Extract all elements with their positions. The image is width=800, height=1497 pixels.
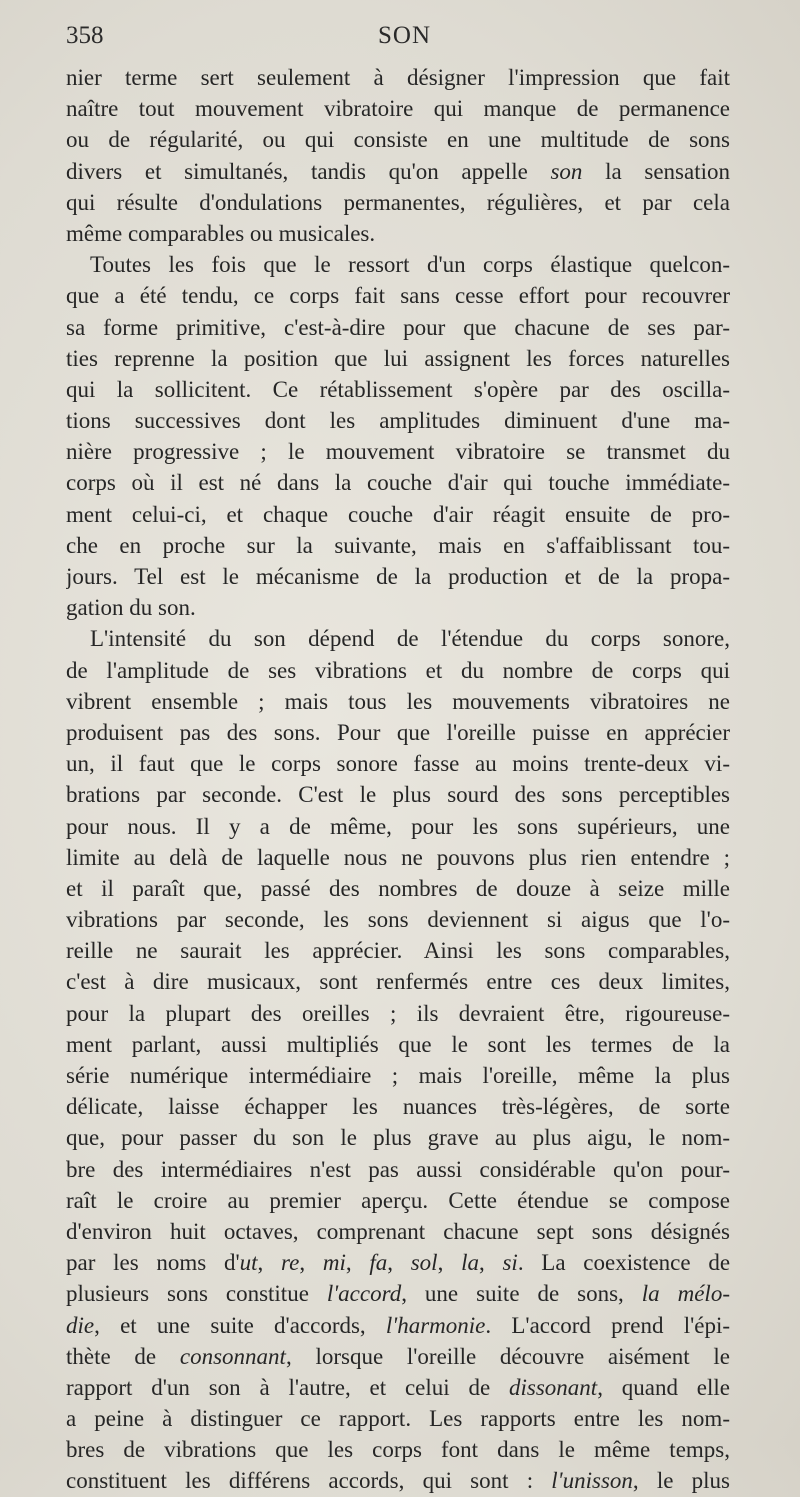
text-run: rapport d'un son à l'autre, et celui de [66,1374,510,1400]
text-line: Toutes les fois que le ressort d'un corps élastique quelcon- [90,252,730,278]
text-line [66,1247,730,1278]
text-line: d'environ huit octaves, comprenant chacune sept sons désignés [66,1218,730,1244]
text-line: c'est à dire musicaux, sont renfermés entre ces deux limites, [66,969,730,995]
text-run: , [478,1250,503,1276]
text-run: , le plus [632,1468,730,1494]
italic-term: la [461,1250,479,1276]
text-line: un, il faut que le corps sonore fasse au moins trente-deux vi- [66,751,730,777]
text-line: a peine à distinguer ce rapport. Les rapports entre les nom- [66,1406,730,1432]
text-line: vibrent ensemble ; mais tous les mouvements vibratoires ne [66,688,730,714]
text-line: nier terme sert seulement à désigner l'impression que fait [66,65,730,90]
text-run: plusieurs sons constitue [66,1281,327,1307]
text-line: jours. Tel est le mécanisme de la production et de la propa- [66,564,730,589]
text-run: , et une suite d'accords, [94,1312,386,1338]
italic-term: sol [410,1250,438,1276]
text-line: L'intensité du son dépend de l'étendue du corps sonore, [90,626,730,652]
italic-term: fa [369,1250,388,1276]
text-line [66,1310,730,1341]
text-line: raît le croire au premier aperçu. Cette étendue se compose [66,1187,730,1213]
italic-term: l'unisson [551,1468,633,1494]
text-line: produisent pas des sons. Pour que l'oreille puisse en apprécier [66,719,730,745]
text-line: naître tout mouvement vibratoire qui manque de permanence [66,96,730,122]
text-line: vibrations par seconde, les sons deviennent si aigus que l'o- [66,907,730,933]
text-line: che en proche sur la suivante, mais en s'affaiblissant tou- [66,532,730,558]
text-run: . L'accord prend l'épi- [485,1312,730,1338]
text-run: . La coexistence de [517,1250,730,1276]
text-line: pour nous. Il y a de même, pour les sons supérieurs, une [66,813,730,839]
text-run: divers et simultanés, tandis qu'on appelle [66,158,551,184]
text-line: reille ne saurait les apprécier. Ainsi les sons comparables, [66,938,730,964]
text-line: qui la sollicitent. Ce rétablissement s'opère par des oscilla- [66,376,730,402]
text-run: , quand elle [597,1374,730,1400]
italic-term: re [281,1250,300,1276]
text-line: ties reprenne la position que lui assignent les forces naturelles [66,345,730,371]
text-line: ment parlant, aussi multipliés que le sont les termes de la [66,1031,730,1057]
text-run: par les noms d' [66,1250,240,1276]
text-line: corps où il est né dans la couche d'air qui touche immédiate- [66,470,730,496]
text-run: , une suite de sons, [401,1281,642,1307]
italic-term: son [550,158,583,184]
text-line: que a été tendu, ce corps fait sans cesse effort pour recouvrer [66,283,730,309]
italic-term: l'accord [326,1281,402,1307]
text-line: sa forme primitive, c'est-à-dire pour que chacune de ses par- [66,314,730,340]
text-line [66,1465,730,1496]
text-line: de l'amplitude de ses vibrations et du nombre de corps qui [66,657,730,683]
text-line: qui résulte d'ondulations permanentes, régulières, et par cela [66,189,730,215]
italic-term: la mélo- [641,1281,730,1307]
text-line: gation du son. [66,595,196,621]
text-line: bres de vibrations que les corps font dans le même temps, [66,1437,730,1463]
text-line: nière progressive ; le mouvement vibratoire se transmet du [66,439,730,465]
text-line: et il paraît que, passé des nombres de douze à seize mille [66,875,730,901]
text-run: la sensation [582,158,730,184]
text-line: limite au delà de laquelle nous ne pouvons plus rien entendre ; [66,844,730,870]
text-run: , [345,1250,370,1276]
italic-term: consonnant [179,1343,286,1369]
text-run: , [437,1250,462,1276]
text-run: constituent les différens accords, qui sont : [66,1468,552,1494]
text-run: , [299,1250,323,1276]
text-line: délicate, laisse échapper les nuances très-légères, de sorte [66,1094,730,1120]
italic-term: die [66,1312,95,1338]
text-run: , [257,1250,282,1276]
body-text [66,62,730,1497]
italic-term: mi [322,1250,346,1276]
italic-term: l'harmonie [385,1312,486,1338]
text-line [66,1278,730,1309]
text-line: brations par seconde. C'est le plus sourd des sons perceptibles [66,782,730,808]
text-line: tions successives dont les amplitudes diminuent d'une ma- [66,408,730,434]
running-title: SON [378,22,432,49]
page-header [66,18,740,58]
text-line: ment celui-ci, et chaque couche d'air réagit ensuite de pro- [66,501,730,527]
page-number: 358 [66,22,104,49]
italic-term: ut [239,1250,258,1276]
italic-term: dissonant [509,1374,598,1400]
text-line: série numérique intermédiaire ; mais l'oreille, même la plus [66,1063,730,1088]
text-line: ou de régularité, ou qui consiste en une multitude de sons [66,127,730,153]
text-run: thète de [66,1343,180,1369]
text-line [66,156,730,187]
text-line [66,1372,730,1403]
text-line [66,1341,730,1372]
text-run: , [387,1250,411,1276]
italic-term: si [502,1250,518,1276]
text-line: même comparables ou musicales. [66,220,376,246]
text-line: que, pour passer du son le plus grave au plus aigu, le nom- [66,1125,730,1151]
text-run: , lorsque l'oreille découvre aisément le [285,1343,730,1369]
text-line: pour la plupart des oreilles ; ils devraient être, rigoureuse- [66,1000,730,1026]
text-line: bre des intermédiaires n'est pas aussi considérable qu'on pour- [66,1156,730,1182]
